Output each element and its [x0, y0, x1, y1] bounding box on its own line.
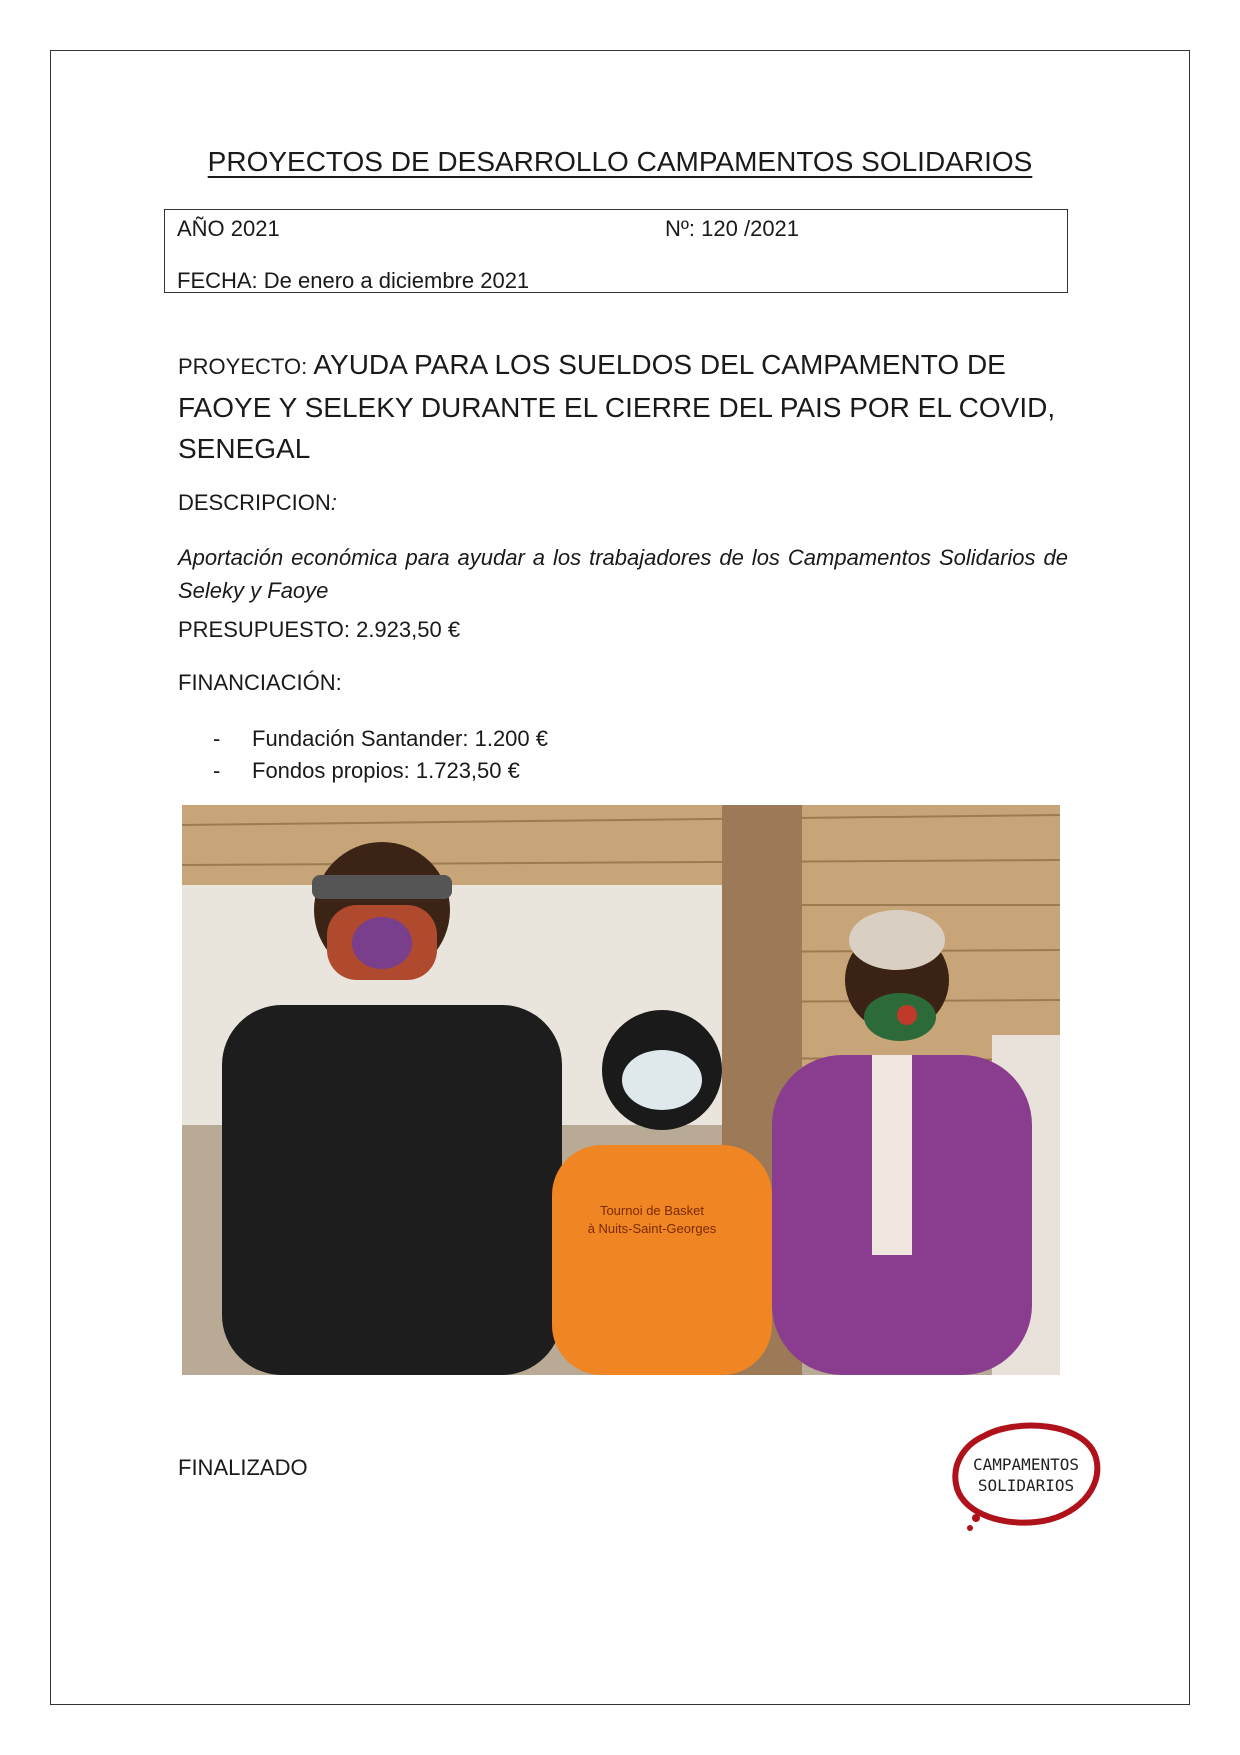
campamentos-solidarios-logo [946, 1418, 1102, 1538]
list-bullet: - [213, 758, 221, 783]
logo-text: CAMPAMENTOS [973, 1455, 1079, 1474]
list-item [213, 723, 548, 755]
page-title: PROYECTOS DE DESARROLLO CAMPAMENTOS SOLIDARIOS [207, 146, 1033, 177]
financing-item-text: Fundación Santander: 1.200 € [252, 726, 549, 751]
project-name: AYUDA PARA LOS SUELDOS DEL CAMPAMENTO DE FAOYE Y SELEKY DURANTE EL CIERRE DEL PAIS POR EL COVID, SENEGAL [178, 349, 1056, 464]
description-label: DESCRIPCION [178, 490, 331, 515]
logo-text: SOLIDARIOS [977, 1476, 1075, 1495]
budget: PRESUPUESTO: 2.923,50 € [178, 617, 461, 642]
shirt-text: à Nuits-Saint-Georges [587, 1221, 717, 1236]
project-section [178, 344, 1078, 469]
shirt-text: Tournoi de Basket [599, 1203, 705, 1218]
list-bullet: - [213, 726, 221, 751]
description-text: Aportación económica para ayudar a los trabajadores de los Campamentos Solidarios de Seleky y Faoye [178, 545, 1068, 603]
status-label: FINALIZADO [178, 1455, 308, 1480]
financing-item-text: Fondos propios: 1.723,50 € [252, 758, 520, 783]
list-item [213, 755, 548, 787]
financing-list [213, 723, 548, 787]
info-box [164, 209, 1068, 293]
year-field: AÑO 2021 [177, 216, 280, 241]
number-field: Nº: 120 /2021 [665, 216, 800, 241]
project-label: PROYECTO: [178, 354, 308, 379]
financing-label: FINANCIACIÓN: [178, 670, 342, 695]
description-colon: : [330, 490, 337, 515]
description-heading [178, 490, 337, 516]
workers-photo [182, 805, 1060, 1375]
date-field: FECHA: De enero a diciembre 2021 [177, 268, 530, 293]
